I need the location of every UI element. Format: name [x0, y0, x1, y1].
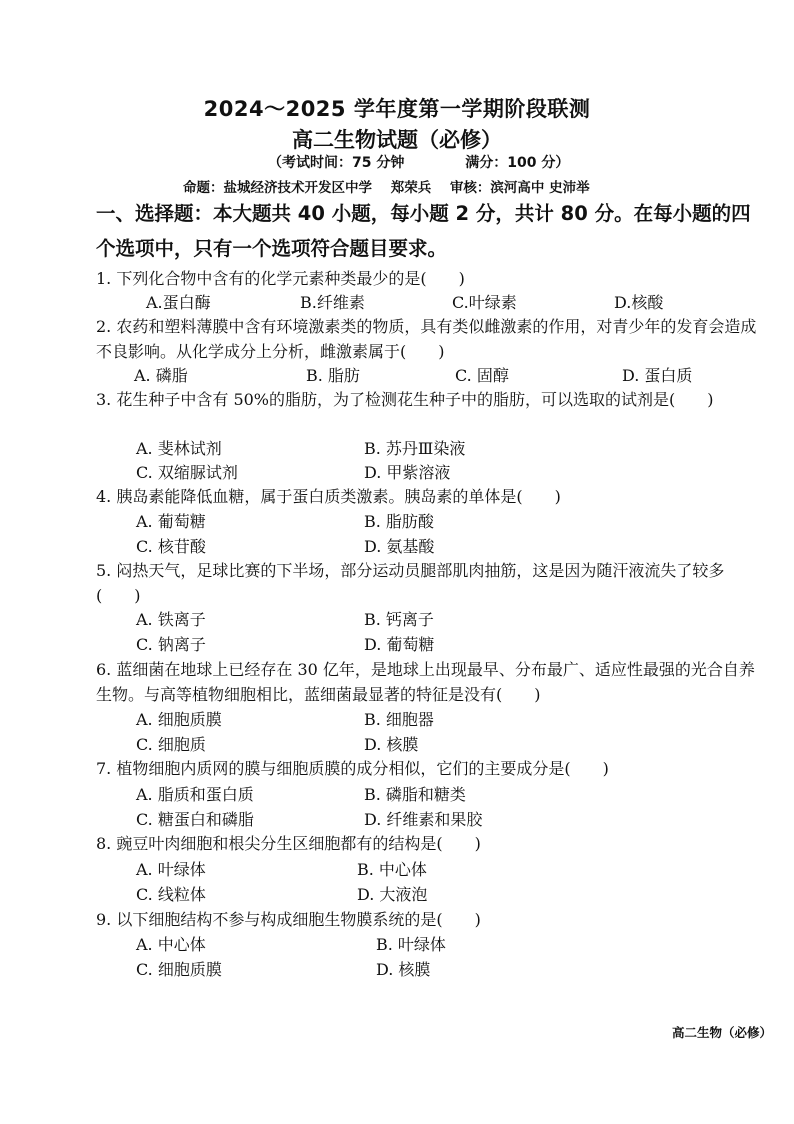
- option: D. 蛋白质: [622, 366, 693, 385]
- page-footer: 高二生物（必修）: [672, 1025, 773, 1040]
- option: A.蛋白酶: [146, 293, 211, 312]
- option: A. 葡萄糖: [136, 512, 206, 531]
- question-stem: 6. 蓝细菌在地球上已经存在 30 亿年，是地球上出现最早、分布最广、适应性最强的光合自养生物。与高等植物细胞相比，蓝细菌最显著的特征是没有( ): [96, 660, 755, 704]
- question-stem: 4. 胰岛素能降低血糖，属于蛋白质类激素。胰岛素的单体是( ): [96, 487, 561, 506]
- option: B. 中心体: [357, 860, 427, 879]
- exam-title: 2024～2025 学年度第一学期阶段联测: [203, 97, 591, 121]
- option: A. 中心体: [136, 935, 206, 954]
- option: A. 叶绿体: [136, 860, 206, 879]
- option: C. 细胞质膜: [136, 960, 222, 979]
- option: B. 钙离子: [364, 610, 434, 629]
- full-score: 满分：100 分）: [465, 155, 570, 171]
- author-line: [183, 176, 604, 196]
- author: 命题：盐城经济技术开发区中学: [183, 180, 372, 196]
- option: C. 固醇: [455, 366, 509, 385]
- exam-meta: [268, 152, 569, 172]
- option: C. 核苷酸: [136, 537, 206, 556]
- option: A. 磷脂: [134, 366, 188, 385]
- question-stem: 7. 植物细胞内质网的膜与细胞质膜的成分相似，它们的主要成分是( ): [96, 759, 609, 778]
- option: C. 细胞质: [136, 735, 206, 754]
- question-stem: 2. 农药和塑料薄膜中含有环境激素类的物质，具有类似雌激素的作用，对青少年的发育会造成不良影响。从化学成分上分析，雌激素属于( ): [96, 317, 757, 361]
- option: D.核酸: [614, 293, 664, 312]
- option: C. 糖蛋白和磷脂: [136, 810, 254, 829]
- question-stem: 9. 以下细胞结构不参与构成细胞生物膜系统的是( ): [96, 910, 481, 929]
- section-heading: 一、选择题：本大题共 40 小题，每小题 2 分，共计 80 分。在每小题的四个选项中，只有一个选项符合题目要求。: [96, 202, 751, 260]
- option: D. 核膜: [364, 735, 419, 754]
- option: C. 双缩脲试剂: [136, 463, 238, 482]
- question-stem: 1. 下列化合物中含有的化学元素种类最少的是( ): [96, 269, 465, 288]
- exam-time: （考试时间：75 分钟: [268, 155, 405, 171]
- option: B. 细胞器: [364, 710, 434, 729]
- option: C.叶绿素: [452, 293, 517, 312]
- option: A. 斐林试剂: [136, 439, 222, 458]
- option: B. 苏丹Ⅲ染液: [364, 439, 466, 458]
- option: B. 脂肪: [306, 366, 360, 385]
- option: D. 氨基酸: [364, 537, 435, 556]
- question-stem: 8. 豌豆叶肉细胞和根尖分生区细胞都有的结构是( ): [96, 834, 481, 853]
- option: D. 纤维素和果胶: [364, 810, 483, 829]
- option: D. 大液泡: [357, 885, 428, 904]
- option: B. 磷脂和糖类: [364, 785, 466, 804]
- option: C. 线粒体: [136, 885, 206, 904]
- option: A. 脂质和蛋白质: [136, 785, 254, 804]
- exam-subtitle: 高二生物试题（必修）: [292, 128, 502, 152]
- option: D. 核膜: [376, 960, 431, 979]
- option: C. 钠离子: [136, 635, 206, 654]
- option: B. 叶绿体: [376, 935, 446, 954]
- option: B. 脂肪酸: [364, 512, 434, 531]
- option: B.纤维素: [300, 293, 365, 312]
- option: D. 葡萄糖: [364, 635, 435, 654]
- option: A. 铁离子: [136, 610, 206, 629]
- option: A. 细胞质膜: [136, 710, 222, 729]
- question-stem: 5. 闷热天气，足球比赛的下半场，部分运动员腿部肌肉抽筋，这是因为随汗液流失了较多( ): [96, 561, 725, 605]
- reviewer: 审核：滨河高中 史沛举: [449, 180, 590, 196]
- option: D. 甲紫溶液: [364, 463, 451, 482]
- question-stem: 3. 花生种子中含有 50%的脂肪，为了检测花生种子中的脂肪，可以选取的试剂是( ): [96, 390, 714, 409]
- author-name: 郑荣兵: [390, 180, 432, 196]
